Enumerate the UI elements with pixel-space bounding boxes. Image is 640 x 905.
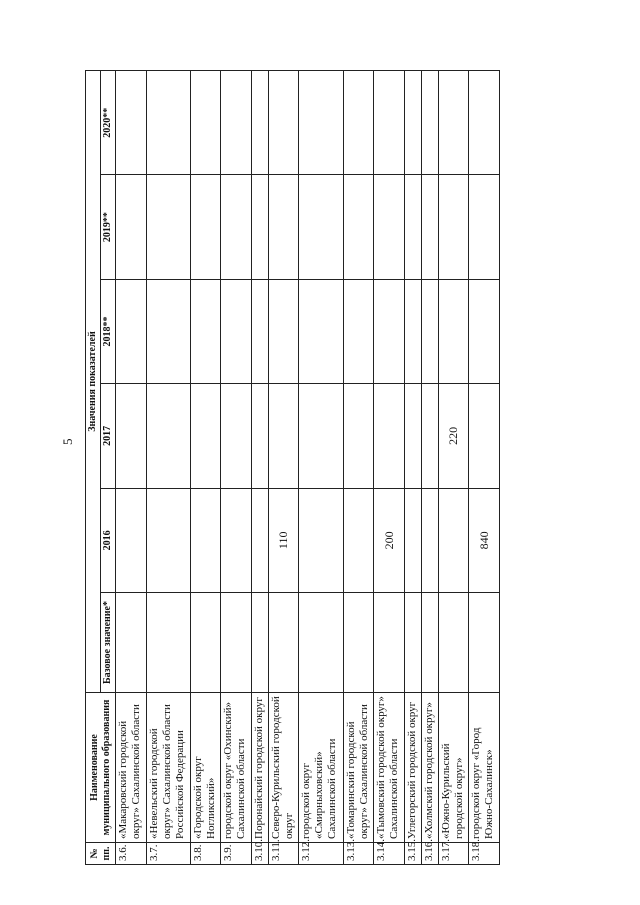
cell-y2018	[299, 279, 343, 383]
cell-y2016: 840	[469, 488, 500, 592]
cell-base	[343, 593, 374, 693]
table-row	[421, 71, 438, 865]
cell-base	[146, 593, 190, 693]
cell-base	[421, 593, 438, 693]
header-num: № пп.	[86, 843, 116, 865]
cell-y2017	[469, 384, 500, 488]
cell-y2019	[438, 175, 469, 279]
table-row	[299, 71, 343, 865]
table-row	[190, 71, 221, 865]
header-base: Базовое значение*	[101, 593, 116, 693]
cell-num: 3.6.	[116, 843, 147, 865]
cell-base	[252, 593, 269, 693]
cell-name: Углегорский городской округ	[404, 693, 421, 843]
header-2018: 2018**	[101, 279, 116, 383]
header-2019: 2019**	[101, 175, 116, 279]
rotated-table-container	[85, 70, 500, 865]
cell-y2018	[343, 279, 374, 383]
table-row	[404, 71, 421, 865]
cell-y2018	[421, 279, 438, 383]
page-number: 5	[60, 438, 75, 445]
table-row	[343, 71, 374, 865]
cell-y2019	[116, 175, 147, 279]
cell-y2020	[190, 71, 221, 175]
cell-y2020	[299, 71, 343, 175]
table-row	[469, 71, 500, 865]
header-2016: 2016	[101, 488, 116, 592]
cell-y2018	[268, 279, 299, 383]
cell-y2017	[252, 384, 269, 488]
cell-y2019	[469, 175, 500, 279]
cell-base	[116, 593, 147, 693]
cell-y2016	[299, 488, 343, 592]
cell-y2017	[116, 384, 147, 488]
table-row	[252, 71, 269, 865]
cell-name: городской округ «Город Южно-Сахалинск»	[469, 693, 500, 843]
cell-y2018	[252, 279, 269, 383]
cell-y2016: 110	[268, 488, 299, 592]
cell-y2016	[221, 488, 252, 592]
cell-y2020	[146, 71, 190, 175]
cell-name: «Невельский городской округ» Сахалинской области Российской Федерации	[146, 693, 190, 843]
cell-y2020	[343, 71, 374, 175]
cell-num: 3.18.	[469, 843, 500, 865]
cell-y2020	[469, 71, 500, 175]
cell-y2020	[374, 71, 405, 175]
cell-base	[221, 593, 252, 693]
table-row	[146, 71, 190, 865]
cell-y2018	[404, 279, 421, 383]
cell-y2016	[438, 488, 469, 592]
cell-num: 3.12.	[299, 843, 343, 865]
cell-num: 3.8.	[190, 843, 221, 865]
cell-base	[268, 593, 299, 693]
indicators-table	[85, 70, 500, 865]
cell-y2016	[116, 488, 147, 592]
table-row	[221, 71, 252, 865]
cell-y2019	[374, 175, 405, 279]
cell-num: 3.17.	[438, 843, 469, 865]
table-body	[116, 71, 500, 865]
cell-y2019	[221, 175, 252, 279]
cell-y2017	[190, 384, 221, 488]
cell-name: городской округ «Охинский» Сахалинской области	[221, 693, 252, 843]
cell-y2019	[268, 175, 299, 279]
cell-y2017	[146, 384, 190, 488]
header-group: Значения показателей	[86, 71, 101, 693]
cell-y2019	[404, 175, 421, 279]
cell-y2019	[190, 175, 221, 279]
cell-y2018	[190, 279, 221, 383]
cell-y2017	[268, 384, 299, 488]
cell-y2020	[252, 71, 269, 175]
cell-y2017	[374, 384, 405, 488]
table-row	[268, 71, 299, 865]
cell-y2017	[421, 384, 438, 488]
cell-base	[374, 593, 405, 693]
cell-num: 3.16.	[421, 843, 438, 865]
cell-y2020	[268, 71, 299, 175]
cell-y2017	[343, 384, 374, 488]
cell-num: 3.11.	[268, 843, 299, 865]
table-row	[374, 71, 405, 865]
cell-y2017	[404, 384, 421, 488]
cell-y2018	[438, 279, 469, 383]
cell-y2016	[404, 488, 421, 592]
header-name: Наименование муниципального образования	[86, 693, 116, 843]
cell-y2018	[221, 279, 252, 383]
table-row	[116, 71, 147, 865]
header-row-1	[86, 71, 101, 865]
cell-y2016	[343, 488, 374, 592]
cell-y2016	[252, 488, 269, 592]
cell-y2019	[146, 175, 190, 279]
cell-name: Поронайский городской округ	[252, 693, 269, 843]
cell-y2017	[299, 384, 343, 488]
cell-y2016	[421, 488, 438, 592]
cell-y2020	[221, 71, 252, 175]
cell-y2018	[469, 279, 500, 383]
cell-name: «Южно-Курильский городской округ»	[438, 693, 469, 843]
cell-name: «Холмский городской округ»	[421, 693, 438, 843]
cell-num: 3.9.	[221, 843, 252, 865]
cell-y2018	[116, 279, 147, 383]
cell-y2017	[221, 384, 252, 488]
cell-y2019	[421, 175, 438, 279]
cell-y2020	[438, 71, 469, 175]
cell-name: «Макаровский городской округ» Сахалинской области	[116, 693, 147, 843]
cell-base	[404, 593, 421, 693]
table-row	[438, 71, 469, 865]
cell-num: 3.10.	[252, 843, 269, 865]
cell-num: 3.15.	[404, 843, 421, 865]
cell-y2016	[146, 488, 190, 592]
cell-num: 3.13.	[343, 843, 374, 865]
cell-num: 3.14.	[374, 843, 405, 865]
cell-name: «Томаринский городской округ» Сахалинской области	[343, 693, 374, 843]
cell-y2017: 220	[438, 384, 469, 488]
cell-base	[299, 593, 343, 693]
cell-base	[190, 593, 221, 693]
cell-name: городской округ «Смирныховский» Сахалинской области	[299, 693, 343, 843]
cell-y2016	[190, 488, 221, 592]
cell-y2019	[299, 175, 343, 279]
cell-y2018	[146, 279, 190, 383]
cell-y2016: 200	[374, 488, 405, 592]
header-2017: 2017	[101, 384, 116, 488]
cell-y2020	[116, 71, 147, 175]
cell-y2020	[421, 71, 438, 175]
cell-y2019	[343, 175, 374, 279]
cell-num: 3.7.	[146, 843, 190, 865]
header-2020: 2020**	[101, 71, 116, 175]
cell-name: Северо-Курильский городской округ	[268, 693, 299, 843]
cell-y2019	[252, 175, 269, 279]
cell-y2018	[374, 279, 405, 383]
table-header	[86, 71, 116, 865]
cell-name: «Городской округ Ногликский»	[190, 693, 221, 843]
cell-base	[469, 593, 500, 693]
cell-name: «Тымовский городской округ» Сахалинской области	[374, 693, 405, 843]
cell-base	[438, 593, 469, 693]
cell-y2020	[404, 71, 421, 175]
